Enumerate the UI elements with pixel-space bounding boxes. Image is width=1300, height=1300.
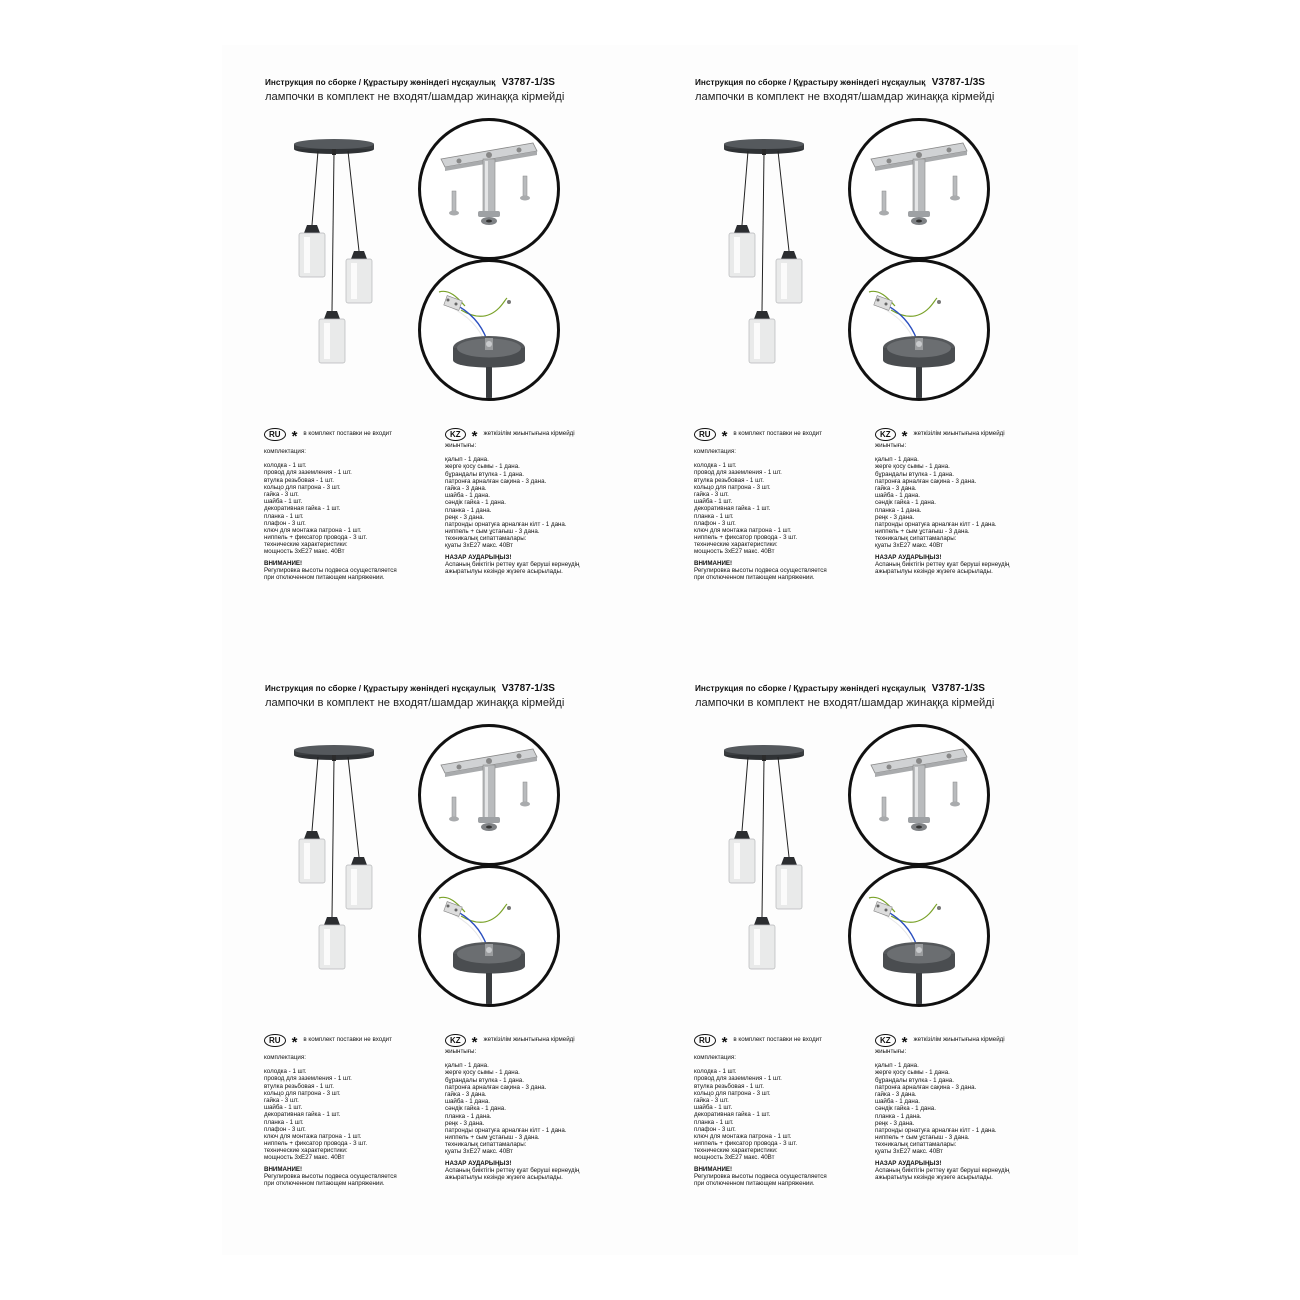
list-item: при отключенном питающем напряжении.: [694, 574, 815, 582]
mounting-bracket-detail: [418, 724, 560, 866]
list-item: қалып - 1 дана.: [445, 1062, 489, 1070]
title-text: Инструкция по сборке / Құрастыру жөніндегі нұсқаулық: [265, 684, 496, 693]
list-item: қалып - 1 дана.: [445, 456, 489, 464]
list-item: ажыратылуы кезінде жүзеге асырылады.: [875, 1174, 993, 1182]
ru-contents-list: [694, 462, 872, 541]
list-item: колодка - 1 шт.: [264, 1068, 307, 1076]
ru-warning-text: [264, 567, 442, 581]
list-item: шайба - 1 шт.: [264, 498, 303, 506]
ru-contents-heading: комплектация:: [694, 448, 736, 455]
list-item: ниппель + фиксатор провода - 3 шт.: [264, 1140, 368, 1148]
list-item: шайба - 1 шт.: [264, 1104, 303, 1112]
list-item: планка - 1 дана.: [875, 506, 922, 514]
list-item: кольцо для патрона - 3 шт.: [264, 483, 341, 491]
list-item: жерге қосу сымы - 1 дана.: [875, 463, 950, 471]
list-item: планка - 1 шт.: [694, 512, 734, 520]
list-item: гайка - 3 дана.: [445, 1090, 487, 1098]
list-item: патронға арналған сақина - 3 дана.: [445, 1083, 547, 1091]
list-item: ажыратылуы кезінде жүзеге асырылады.: [445, 568, 563, 576]
list-item: Аспаның биіктігін реттеу қуат беруші кернеудің: [445, 1166, 580, 1174]
ru-badge: RU: [264, 428, 286, 441]
ru-warning-text: [694, 567, 872, 581]
list-item: шайба - 1 дана.: [875, 492, 920, 500]
list-item: ниппель + сым ұстағыш - 3 дана.: [875, 528, 970, 536]
pendant-lamp-illustration: [282, 741, 402, 1021]
kz-contents-list: [445, 1062, 645, 1141]
list-item: реңк - 3 дана.: [445, 513, 485, 521]
list-item: гайка - 3 шт.: [694, 490, 729, 498]
pendant-lamp-illustration: [712, 741, 832, 1021]
list-item: ключ для монтажа патрона - 1 шт.: [694, 1132, 792, 1140]
instruction-panel-3: [222, 651, 652, 1256]
kz-warning-text: [445, 561, 645, 575]
model-number: V3787-1/3S: [931, 683, 986, 694]
list-item: патронды орнатуға арналған кілт - 1 дана.: [875, 1126, 997, 1134]
kz-warning-heading: НАЗАР АУДАРЫҢЫЗ!: [445, 1159, 512, 1167]
bracket-screws-drawing: [421, 727, 557, 863]
kz-contents-heading: жиынтығы:: [875, 1048, 907, 1055]
kz-badge: KZ: [445, 1034, 466, 1047]
list-item: ключ для монтажа патрона - 1 шт.: [264, 526, 362, 534]
list-item: жерге қосу сымы - 1 дана.: [445, 1069, 520, 1077]
kz-warning-text: [445, 1167, 645, 1181]
list-item: гайка - 3 дана.: [445, 484, 487, 492]
ru-header: [264, 427, 442, 445]
kz-specs-heading: техникалық сипаттамалары:: [445, 1141, 527, 1149]
list-item: планка - 1 дана.: [445, 1112, 492, 1120]
model-number: V3787-1/3S: [501, 77, 556, 88]
kz-contents-list: [875, 1062, 1075, 1141]
asterisk-icon: *: [471, 1034, 478, 1051]
list-item: декоративная гайка - 1 шт.: [694, 1111, 771, 1119]
kz-warning-heading: НАЗАР АУДАРЫҢЫЗ!: [875, 1159, 942, 1167]
ru-header: [694, 1033, 872, 1051]
list-item: втулка резьбовая - 1 шт.: [694, 1082, 764, 1090]
kz-specs-value: қуаты 3xE27 макс. 40Вт: [445, 542, 513, 550]
list-item: планка - 1 шт.: [264, 512, 304, 520]
ru-specs-heading: технические характеристики:: [694, 1147, 778, 1155]
ru-specs-heading: технические характеристики:: [264, 1147, 348, 1155]
ru-specs-value: мощность 3xE27 макс. 40Вт: [694, 548, 775, 556]
asterisk-icon: *: [291, 1034, 298, 1051]
kz-header: [875, 1033, 1075, 1051]
list-item: провод для заземления - 1 шт.: [264, 1075, 352, 1083]
list-item: Регулировка высоты подвеса осуществляется: [694, 566, 827, 574]
title-text: Инструкция по сборке / Құрастыру жөніндегі нұсқаулық: [265, 78, 496, 87]
kz-header: [445, 1033, 645, 1051]
asterisk-icon: *: [901, 1034, 908, 1051]
list-item: Аспаның биіктігін реттеу қуат беруші кернеудің: [875, 1166, 1010, 1174]
bulbs-note: лампочки в комплект не входят/шамдар жинаққа кірмейді: [695, 91, 995, 103]
list-item: ниппель + фиксатор провода - 3 шт.: [694, 1140, 798, 1148]
list-item: патронға арналған сақина - 3 дана.: [875, 1083, 977, 1091]
asterisk-icon: *: [901, 428, 908, 445]
list-item: втулка резьбовая - 1 шт.: [694, 476, 764, 484]
list-item: провод для заземления - 1 шт.: [264, 469, 352, 477]
mounting-bracket-detail: [848, 118, 990, 260]
list-item: при отключенном питающем напряжении.: [694, 1180, 815, 1188]
list-item: колодка - 1 шт.: [264, 462, 307, 470]
document-title: [695, 77, 985, 88]
list-item: шайба - 1 шт.: [694, 1104, 733, 1112]
ru-warning-text: [264, 1173, 442, 1187]
ru-header: [264, 1033, 442, 1051]
ru-contents-list: [264, 1068, 442, 1147]
list-item: планка - 1 дана.: [445, 506, 492, 514]
kz-specs-value: қуаты 3xE27 макс. 40Вт: [875, 1148, 943, 1156]
kz-instructions: [445, 1033, 645, 1181]
kz-contents-list: [445, 456, 645, 535]
list-item: патронға арналған сақина - 3 дана.: [445, 477, 547, 485]
ru-specs-value: мощность 3xE27 макс. 40Вт: [264, 1154, 345, 1162]
asterisk-icon: *: [721, 428, 728, 445]
ru-contents-heading: комплектация:: [694, 1054, 736, 1061]
bracket-screws-drawing: [851, 121, 987, 257]
pendant-lamp-illustration: [282, 135, 402, 415]
list-item: реңк - 3 дана.: [445, 1119, 485, 1127]
wiring-canopy-detail: [418, 865, 560, 1007]
list-item: Регулировка высоты подвеса осуществляется: [694, 1172, 827, 1180]
ru-contents-heading: комплектация:: [264, 1054, 306, 1061]
list-item: гайка - 3 шт.: [264, 1096, 299, 1104]
list-item: кольцо для патрона - 3 шт.: [694, 483, 771, 491]
list-item: Регулировка высоты подвеса осуществляется: [264, 1172, 397, 1180]
list-item: бұрандалы втулка - 1 дана.: [445, 470, 524, 478]
ru-header: [694, 427, 872, 445]
wiring-canopy-detail: [848, 259, 990, 401]
wiring-canopy-detail: [418, 259, 560, 401]
list-item: сәндік гайка - 1 дана.: [875, 499, 936, 507]
ru-note: в комплект поставки не входит: [733, 1036, 822, 1044]
kz-note: жеткізілім жиынтығына кірмейді: [913, 430, 1005, 438]
list-item: қалып - 1 дана.: [875, 456, 919, 464]
list-item: гайка - 3 шт.: [264, 490, 299, 498]
list-item: бұрандалы втулка - 1 дана.: [875, 470, 954, 478]
list-item: ключ для монтажа патрона - 1 шт.: [264, 1132, 362, 1140]
ru-contents-list: [264, 462, 442, 541]
bulbs-note: лампочки в комплект не входят/шамдар жинаққа кірмейді: [265, 697, 565, 709]
list-item: ажыратылуы кезінде жүзеге асырылады.: [875, 568, 993, 576]
model-number: V3787-1/3S: [501, 683, 556, 694]
ru-badge: RU: [694, 428, 716, 441]
list-item: ажыратылуы кезінде жүзеге асырылады.: [445, 1174, 563, 1182]
list-item: шайба - 1 шт.: [694, 498, 733, 506]
kz-badge: KZ: [875, 428, 896, 441]
ru-note: в комплект поставки не входит: [303, 430, 392, 438]
bracket-screws-drawing: [421, 121, 557, 257]
kz-note: жеткізілім жиынтығына кірмейді: [483, 1036, 575, 1044]
list-item: сәндік гайка - 1 дана.: [445, 1105, 506, 1113]
list-item: бұрандалы втулка - 1 дана.: [445, 1076, 524, 1084]
list-item: плафон - 3 шт.: [264, 1125, 306, 1133]
asterisk-icon: *: [471, 428, 478, 445]
kz-instructions: [875, 427, 1075, 575]
list-item: кольцо для патрона - 3 шт.: [694, 1089, 771, 1097]
list-item: планка - 1 шт.: [694, 1118, 734, 1126]
wiring-drawing: [851, 868, 987, 1004]
kz-specs-heading: техникалық сипаттамалары:: [875, 1141, 957, 1149]
kz-instructions: [445, 427, 645, 575]
list-item: ниппель + сым ұстағыш - 3 дана.: [445, 1134, 540, 1142]
ru-specs-heading: технические характеристики:: [694, 541, 778, 549]
kz-header: [875, 427, 1075, 445]
ru-contents-heading: комплектация:: [264, 448, 306, 455]
kz-warning-text: [875, 561, 1075, 575]
ru-warning-heading: ВНИМАНИЕ!: [694, 559, 733, 567]
list-item: провод для заземления - 1 шт.: [694, 469, 782, 477]
ru-specs-value: мощность 3xE27 макс. 40Вт: [264, 548, 345, 556]
ru-note: в комплект поставки не входит: [733, 430, 822, 438]
list-item: Аспаның биіктігін реттеу қуат беруші кернеудің: [445, 560, 580, 568]
ru-specs-value: мощность 3xE27 макс. 40Вт: [694, 1154, 775, 1162]
kz-warning-heading: НАЗАР АУДАРЫҢЫЗ!: [445, 553, 512, 561]
kz-specs-heading: техникалық сипаттамалары:: [875, 535, 957, 543]
kz-instructions: [875, 1033, 1075, 1181]
title-text: Инструкция по сборке / Құрастыру жөніндегі нұсқаулық: [695, 78, 926, 87]
kz-note: жеткізілім жиынтығына кірмейді: [913, 1036, 1005, 1044]
kz-badge: KZ: [875, 1034, 896, 1047]
list-item: втулка резьбовая - 1 шт.: [264, 476, 334, 484]
list-item: планка - 1 шт.: [264, 1118, 304, 1126]
wiring-canopy-detail: [848, 865, 990, 1007]
ru-contents-list: [694, 1068, 872, 1147]
instruction-panel-4: [652, 651, 1082, 1256]
wiring-drawing: [421, 262, 557, 398]
kz-specs-value: қуаты 3xE27 макс. 40Вт: [445, 1148, 513, 1156]
list-item: Аспаның биіктігін реттеу қуат беруші кернеудің: [875, 560, 1010, 568]
list-item: шайба - 1 дана.: [445, 1098, 490, 1106]
list-item: плафон - 3 шт.: [264, 519, 306, 527]
kz-contents-heading: жиынтығы:: [445, 1048, 477, 1055]
kz-contents-heading: жиынтығы:: [445, 442, 477, 449]
document-title: [265, 77, 555, 88]
ru-specs-heading: технические характеристики:: [264, 541, 348, 549]
ru-instructions: [694, 427, 872, 581]
list-item: бұрандалы втулка - 1 дана.: [875, 1076, 954, 1084]
list-item: жерге қосу сымы - 1 дана.: [875, 1069, 950, 1077]
list-item: плафон - 3 шт.: [694, 1125, 736, 1133]
mounting-bracket-detail: [418, 118, 560, 260]
ru-instructions: [264, 427, 442, 581]
kz-warning-heading: НАЗАР АУДАРЫҢЫЗ!: [875, 553, 942, 561]
wiring-drawing: [851, 262, 987, 398]
list-item: колодка - 1 шт.: [694, 1068, 737, 1076]
list-item: сәндік гайка - 1 дана.: [875, 1105, 936, 1113]
asterisk-icon: *: [721, 1034, 728, 1051]
ru-warning-text: [694, 1173, 872, 1187]
list-item: сәндік гайка - 1 дана.: [445, 499, 506, 507]
list-item: ключ для монтажа патрона - 1 шт.: [694, 526, 792, 534]
ru-note: в комплект поставки не входит: [303, 1036, 392, 1044]
list-item: гайка - 3 дана.: [875, 1090, 917, 1098]
list-item: шайба - 1 дана.: [875, 1098, 920, 1106]
list-item: патронды орнатуға арналған кілт - 1 дана.: [445, 1126, 567, 1134]
list-item: реңк - 3 дана.: [875, 513, 915, 521]
ru-instructions: [264, 1033, 442, 1187]
list-item: провод для заземления - 1 шт.: [694, 1075, 782, 1083]
kz-specs-value: қуаты 3xE27 макс. 40Вт: [875, 542, 943, 550]
kz-specs-heading: техникалық сипаттамалары:: [445, 535, 527, 543]
bulbs-note: лампочки в комплект не входят/шамдар жинаққа кірмейді: [695, 697, 995, 709]
list-item: жерге қосу сымы - 1 дана.: [445, 463, 520, 471]
ru-badge: RU: [264, 1034, 286, 1047]
list-item: Регулировка высоты подвеса осуществляется: [264, 566, 397, 574]
bracket-screws-drawing: [851, 727, 987, 863]
kz-warning-text: [875, 1167, 1075, 1181]
list-item: втулка резьбовая - 1 шт.: [264, 1082, 334, 1090]
list-item: декоративная гайка - 1 шт.: [264, 505, 341, 513]
kz-contents-list: [875, 456, 1075, 535]
list-item: декоративная гайка - 1 шт.: [694, 505, 771, 513]
ru-warning-heading: ВНИМАНИЕ!: [264, 559, 303, 567]
list-item: ниппель + сым ұстағыш - 3 дана.: [875, 1134, 970, 1142]
kz-contents-heading: жиынтығы:: [875, 442, 907, 449]
list-item: при отключенном питающем напряжении.: [264, 574, 385, 582]
ru-badge: RU: [694, 1034, 716, 1047]
list-item: гайка - 3 шт.: [694, 1096, 729, 1104]
ru-warning-heading: ВНИМАНИЕ!: [264, 1165, 303, 1173]
list-item: ниппель + сым ұстағыш - 3 дана.: [445, 528, 540, 536]
list-item: қалып - 1 дана.: [875, 1062, 919, 1070]
list-item: гайка - 3 дана.: [875, 484, 917, 492]
document-title: [265, 683, 555, 694]
list-item: планка - 1 дана.: [875, 1112, 922, 1120]
kz-header: [445, 427, 645, 445]
asterisk-icon: *: [291, 428, 298, 445]
bulbs-note: лампочки в комплект не входят/шамдар жинаққа кірмейді: [265, 91, 565, 103]
mounting-bracket-detail: [848, 724, 990, 866]
kz-note: жеткізілім жиынтығына кірмейді: [483, 430, 575, 438]
document-title: [695, 683, 985, 694]
instruction-panel-2: [652, 45, 1082, 650]
ru-instructions: [694, 1033, 872, 1187]
kz-badge: KZ: [445, 428, 466, 441]
list-item: кольцо для патрона - 3 шт.: [264, 1089, 341, 1097]
pendant-lamp-illustration: [712, 135, 832, 415]
list-item: патронды орнатуға арналған кілт - 1 дана.: [875, 520, 997, 528]
list-item: ниппель + фиксатор провода - 3 шт.: [264, 534, 368, 542]
model-number: V3787-1/3S: [931, 77, 986, 88]
instruction-panel-1: [222, 45, 652, 650]
title-text: Инструкция по сборке / Құрастыру жөніндегі нұсқаулық: [695, 684, 926, 693]
ru-warning-heading: ВНИМАНИЕ!: [694, 1165, 733, 1173]
list-item: колодка - 1 шт.: [694, 462, 737, 470]
instruction-sheet: [222, 45, 1078, 1255]
list-item: декоративная гайка - 1 шт.: [264, 1111, 341, 1119]
list-item: шайба - 1 дана.: [445, 492, 490, 500]
list-item: плафон - 3 шт.: [694, 519, 736, 527]
list-item: при отключенном питающем напряжении.: [264, 1180, 385, 1188]
list-item: реңк - 3 дана.: [875, 1119, 915, 1127]
list-item: патронды орнатуға арналған кілт - 1 дана.: [445, 520, 567, 528]
list-item: ниппель + фиксатор провода - 3 шт.: [694, 534, 798, 542]
list-item: патронға арналған сақина - 3 дана.: [875, 477, 977, 485]
wiring-drawing: [421, 868, 557, 1004]
